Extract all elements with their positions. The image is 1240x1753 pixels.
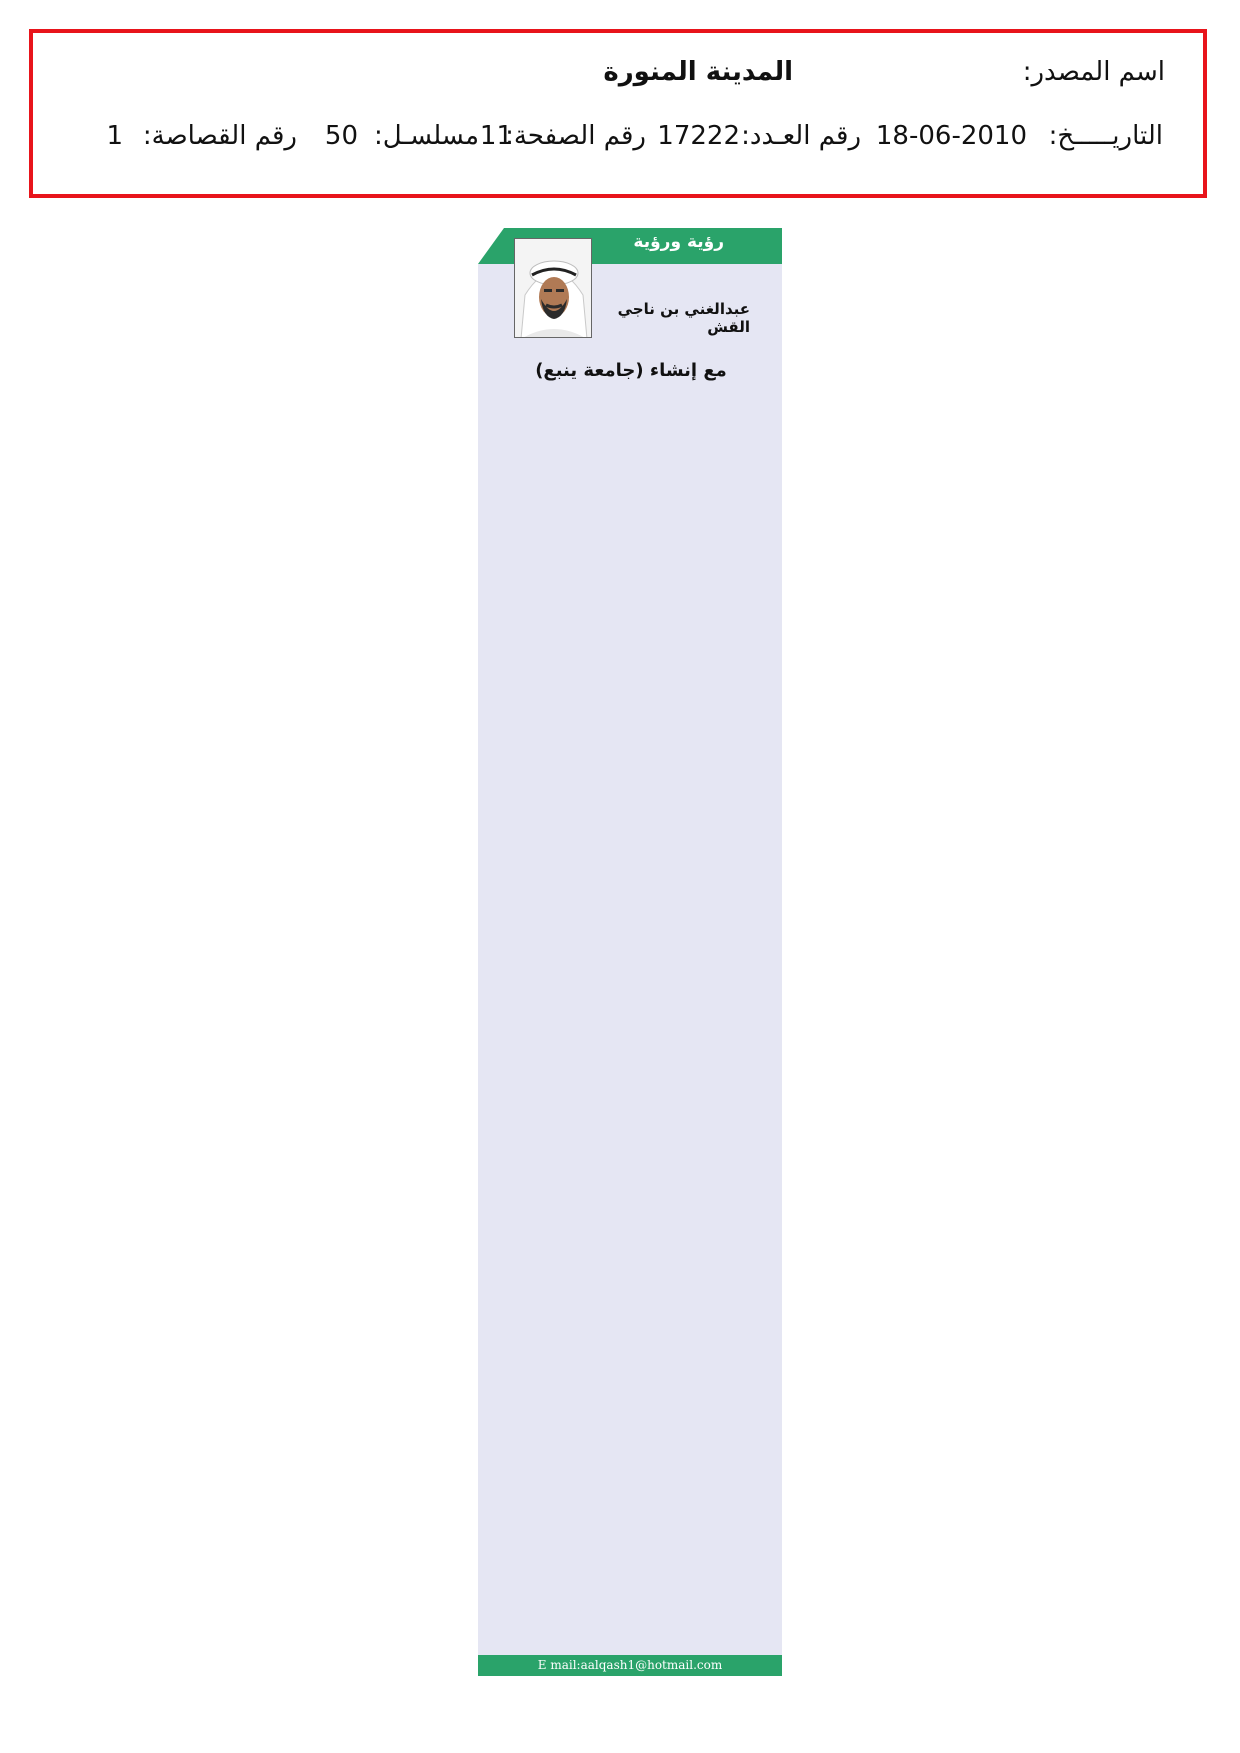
clip-value: 1 bbox=[106, 121, 123, 151]
page-value: 11 bbox=[479, 121, 513, 151]
author-photo bbox=[514, 238, 592, 338]
author-email: E mail:aalqash1@hotmail.com bbox=[478, 1655, 782, 1676]
author-portrait-icon bbox=[515, 239, 592, 338]
clipping-info-box bbox=[29, 29, 1207, 198]
date-label: التاريـــــخ: bbox=[1048, 121, 1163, 151]
serial-value: 50 bbox=[324, 121, 358, 151]
article-body bbox=[494, 392, 766, 1647]
source-row bbox=[33, 57, 1203, 97]
serial-label: مسلسـل: bbox=[374, 121, 479, 151]
source-value: المدينة المنورة bbox=[603, 57, 793, 87]
author-name: عبدالغني بن ناجي القش bbox=[617, 300, 750, 336]
meta-row bbox=[33, 121, 1203, 161]
page-label: رقم الصفحة: bbox=[505, 121, 646, 151]
section-title: رؤية ورؤية bbox=[633, 232, 724, 252]
issue-value: 17222 bbox=[657, 121, 740, 151]
source-label: اسم المصدر: bbox=[1022, 57, 1165, 87]
article-title: مع إنشاء (جامعة ينبع) bbox=[535, 360, 727, 381]
date-value: 18-06-2010 bbox=[875, 121, 1027, 151]
section-tab-notch bbox=[478, 228, 504, 264]
issue-label: رقم العـدد: bbox=[741, 121, 861, 151]
clip-label: رقم القصاصة: bbox=[142, 121, 297, 151]
